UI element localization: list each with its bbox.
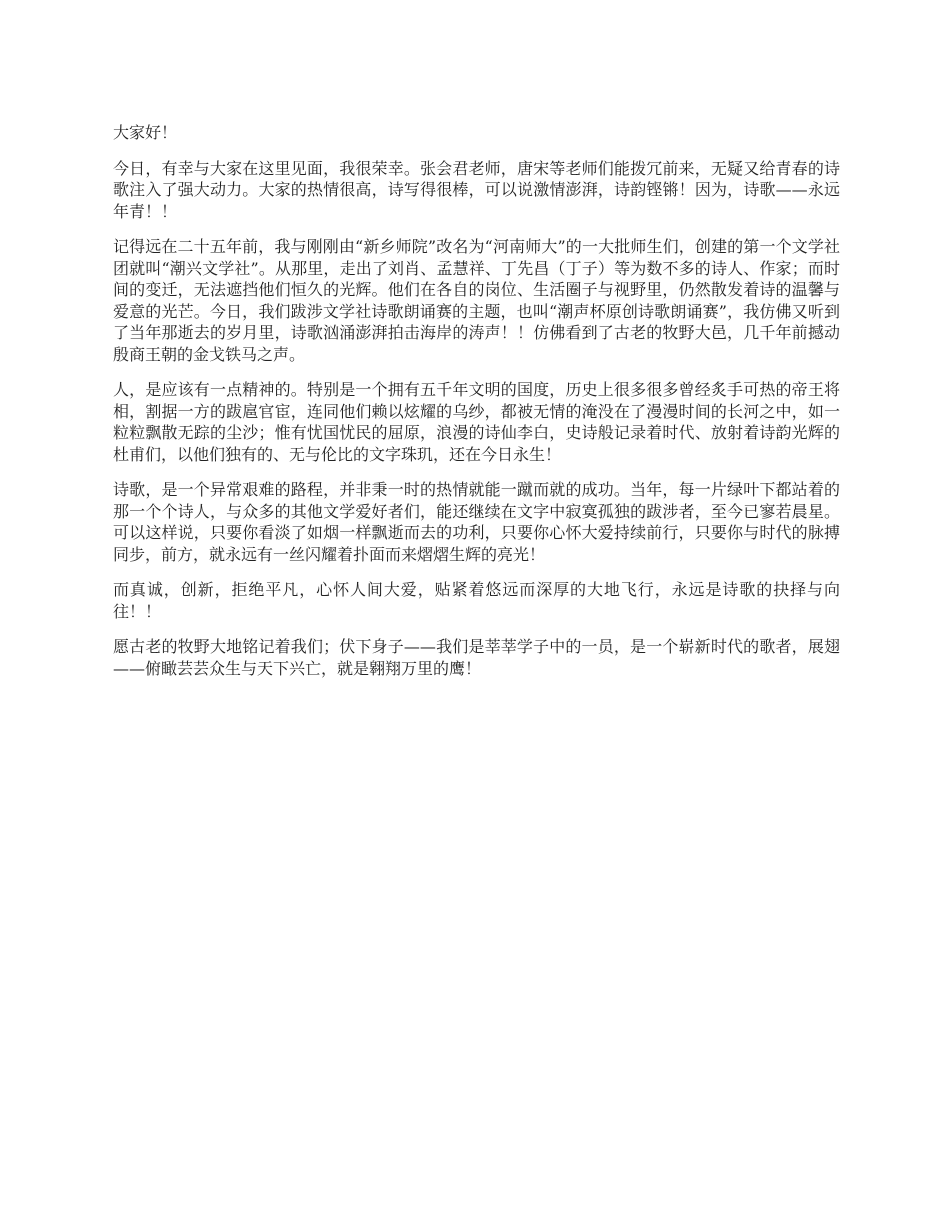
greeting-paragraph: 大家好！ (113, 123, 178, 142)
closing-paragraph: 愿古老的牧野大地铭记着我们；伏下身子——我们是莘莘学子中的一员，是一个崭新时代的歌者，展翅——俯瞰芸芸众生与天下兴亡，就是翱翔万里的鹰！ (113, 637, 840, 678)
spirit-paragraph: 人，是应该有一点精神的。特别是一个拥有五千年文明的国度，历史上很多很多曾经炙手可热的帝王将相，割据一方的跋扈官宦，连同他们赖以炫耀的乌纱，都被无情的淹没在了漫漫时间的长河之中，如一粒粒飘散无踪的尘沙；惟有忧国忧民的屈原，浪漫的诗仙李白，史诗般记录着时代、放射着诗韵光辉的杜甫们，以他们独有的、无与伦比的文字珠玑，还在今日永生！ (113, 380, 840, 464)
history-paragraph: 记得远在二十五年前，我与刚刚由“新乡师院”改名为“河南师大”的一大批师生们，创建的第一个文学社团就叫“潮兴文学社”。从那里，走出了刘肖、孟慧祥、丁先昌（丁子）等为数不多的诗人、作家；而时间的变迁，无法遮挡他们恒久的光辉。他们在各自的岗位、生活圈子与视野里，仍然散发着诗的温馨与爱意的光芒。今日，我们跋涉文学社诗歌朗诵赛的主题，也叫“潮声杯原创诗歌朗诵赛”，我仿佛又听到了当年那逝去的岁月里，诗歌汹涌澎湃拍击海岸的涛声！！仿佛看到了古老的牧野大邑，几千年前撼动殷商王朝的金戈铁马之声。 (113, 237, 840, 364)
sincerity-paragraph: 而真诚，创新，拒绝平凡，心怀人间大爱，贴紧着悠远而深厚的大地飞行，永远是诗歌的抉择与向往！！ (113, 580, 840, 621)
intro-paragraph: 今日，有幸与大家在这里见面，我很荣幸。张会君老师，唐宋等老师们能拨冗前来，无疑又给青春的诗歌注入了强大动力。大家的热情很高，诗写得很棒，可以说激情澎湃，诗韵铿锵！因为，诗歌——永远年青！！ (113, 158, 840, 221)
poetry-journey-paragraph: 诗歌，是一个异常艰难的路程，并非秉一时的热情就能一蹴而就的成功。当年，每一片绿叶下都站着的那一个个诗人，与众多的其他文学爱好者们，能还继续在文字中寂寞孤独的跋涉者，至今已寥若晨星。可以这样说，只要你看淡了如烟一样飘逝而去的功利，只要你心怀大爱持续前行，只要你与时代的脉搏同步，前方，就永远有一丝闪耀着扑面而来熠熠生辉的亮光！ (113, 480, 840, 564)
document-body (113, 122, 840, 693)
